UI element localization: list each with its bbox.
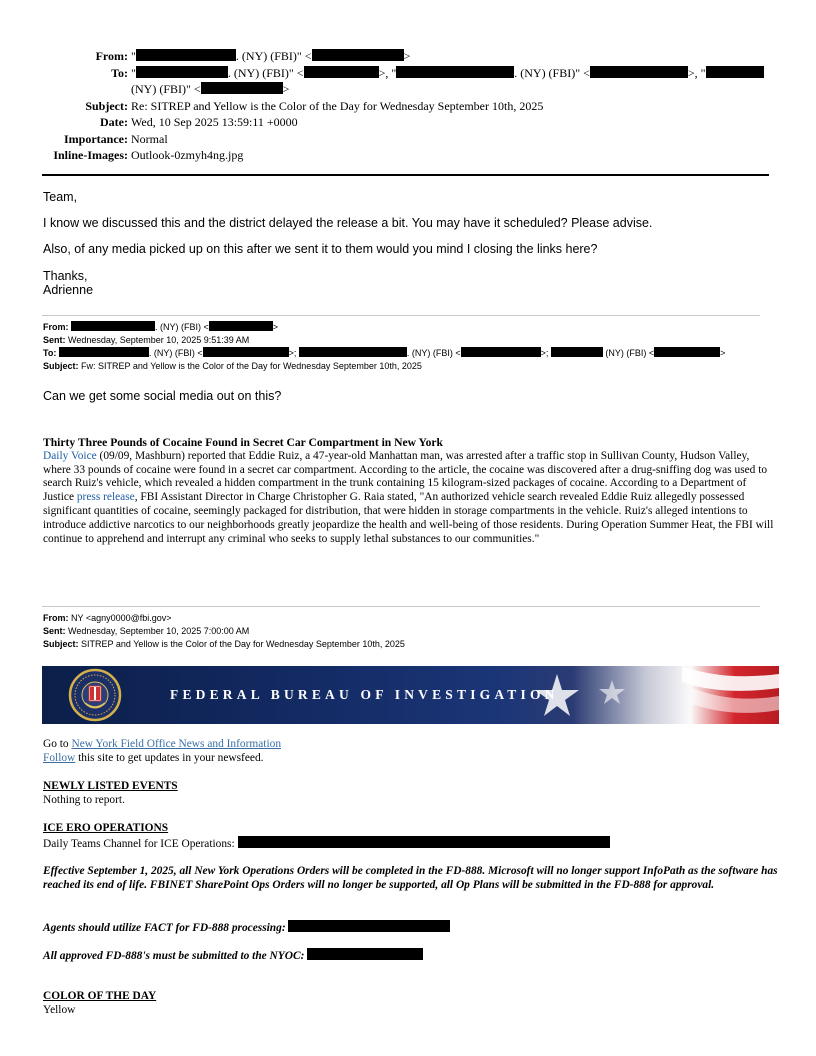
color-value: Yellow [43, 1004, 76, 1016]
events-text: Nothing to report. [43, 794, 125, 806]
from-label: From: [95, 49, 128, 63]
ice-heading: ICE ERO OPERATIONS [43, 822, 169, 834]
fd888-notice: Effective September 1, 2025, all New York Operations Orders will be completed in the FD-888. Microsoft will no longer support InfoPath as the software has reached its end of life. FBINET SharePoint Ops Orders will no longer be supported, all Op Plans will be submitted in the FD-888 for approval. [43, 865, 778, 891]
email-date: Wed, 10 Sep 2025 13:59:11 +0000 [131, 115, 298, 129]
ice-text: Daily Teams Channel for ICE Operations: [43, 836, 610, 852]
article-body: Daily Voice (09/09, Mashburn) reported that Eddie Ruiz, a 47-year-old Manhattan man, was arrested after a traffic stop in Sullivan County, Hudson Valley, where 33 pounds of cocaine were found in a secret car compartment. According to the article, the cocaine was discovered after a drug-sniffing dog was used to search Ruiz's vehicle, which revealed a hidden compartment in the trunk containing 15 kilogram-sized packages of cocaine. According to a Department of Justice press release, FBI Assistant Director in Charge Christopher G. Raia stated, "An authorized vehicle search revealed Eddie Ruiz allegedly possessed significant quantities of cocaine, seemingly packaged for distribution, that were hidden in storage compartments in the vehicle. Ruiz's alleged intentions to introduce addictive narcotics to our neighborhoods greatly jeopardize the health and well-being of those residents. During Operation Summer Heat, the FBI will continue to apprehend and interrupt any criminal who seeks to supply lethal substances to our communities." [43, 449, 774, 545]
message-paragraph-1: I know we discussed this and the district delayed the release a bit. You may have it scheduled? Please advise. [43, 216, 653, 230]
redaction [71, 321, 155, 331]
fact-line: Agents should utilize FACT for FD-888 processing: [43, 920, 450, 936]
redaction [590, 66, 688, 78]
forward1-sent: Sent: Wednesday, September 10, 2025 9:51:39 AM [43, 335, 250, 345]
closing: Thanks, [43, 269, 88, 283]
redaction [59, 347, 149, 357]
header-divider [42, 174, 769, 176]
daily-voice-link[interactable]: Daily Voice [43, 449, 97, 462]
redaction [136, 49, 236, 61]
email-subject: Re: SITREP and Yellow is the Color of the Day for Wednesday September 10th, 2025 [131, 98, 544, 113]
redaction [396, 66, 514, 78]
redaction [136, 66, 228, 78]
signature: Adrienne [43, 283, 94, 297]
forward1-body: Can we get some social media out on this? [43, 389, 282, 403]
article-headline: Thirty Three Pounds of Cocaine Found in Secret Car Compartment in New York [43, 436, 443, 449]
inline-images-value: Outlook-0zmyh4ng.jpg [131, 148, 244, 162]
flag-stripes [682, 666, 779, 713]
to-label: To: [111, 65, 128, 80]
banner-title: FEDERAL BUREAU OF INVESTIGATION [170, 687, 559, 702]
follow-line: Follow this site to get updates in your newsfeed. [43, 752, 264, 764]
redaction [288, 920, 450, 932]
news-article [43, 436, 778, 546]
redaction [551, 347, 603, 357]
email-importance: Normal [131, 131, 168, 146]
color-heading: COLOR OF THE DAY [43, 990, 157, 1002]
redaction [299, 347, 407, 357]
redaction [304, 66, 379, 78]
redaction [238, 836, 610, 848]
nyoc-line: All approved FD-888's must be submitted to the NYOC: [43, 948, 423, 964]
redaction [654, 347, 720, 357]
redaction [461, 347, 541, 357]
redaction [201, 82, 283, 94]
forward2-subject: Subject: SITREP and Yellow is the Color of the Day for Wednesday September 10th, 2025 [43, 639, 405, 649]
fbi-banner [42, 666, 779, 724]
divider [42, 606, 760, 607]
events-heading: NEWLY LISTED EVENTS [43, 780, 178, 792]
redaction [209, 321, 273, 331]
redaction [203, 347, 289, 357]
follow-link[interactable]: Follow [43, 752, 76, 764]
forward2-from: From: NY <agny0000@fbi.gov> [43, 613, 172, 623]
divider [42, 315, 760, 316]
forward1-from: From: . (NY) (FBI) < > [43, 322, 279, 332]
redaction [307, 948, 423, 960]
forward2-sent: Sent: Wednesday, September 10, 2025 7:00:00 AM [43, 626, 250, 636]
message-paragraph-2: Also, of any media picked up on this after we sent it to them would you mind I closing the links here? [43, 242, 598, 256]
press-release-link[interactable]: press release [76, 491, 135, 504]
ny-field-office-link[interactable]: New York Field Office News and Information [71, 738, 282, 750]
greeting: Team, [43, 190, 78, 204]
redaction [312, 49, 404, 61]
forward1-to: To: . (NY) (FBI) < >; . (NY) (FBI) < >; (NY) (FBI) < > [43, 348, 726, 358]
forward1-subject: Subject: Fw: SITREP and Yellow is the Color of the Day for Wednesday September 10th, 2025 [43, 361, 422, 371]
fbi-seal-icon [70, 670, 120, 720]
redaction [706, 66, 764, 78]
goto-line: Go to New York Field Office News and Information [43, 738, 282, 750]
